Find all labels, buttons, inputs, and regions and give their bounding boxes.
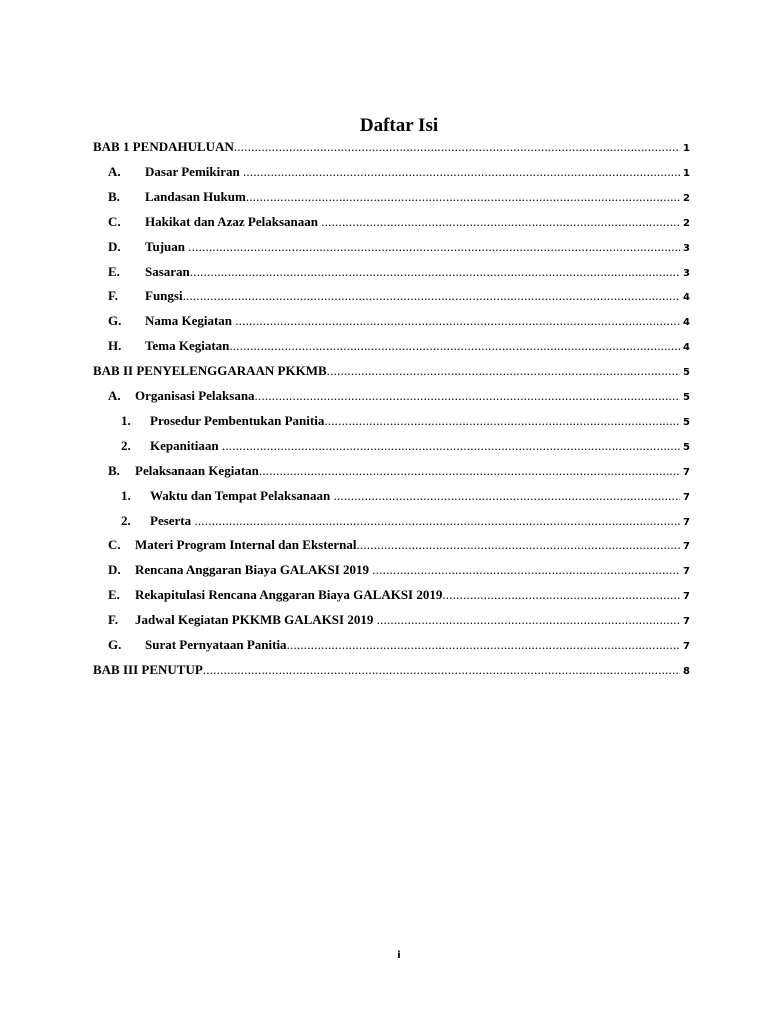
toc-page-number: 2 (683, 217, 690, 229)
toc-dot-leader (327, 362, 680, 380)
toc-dot-leader (222, 437, 680, 455)
toc-page-number: 4 (683, 292, 690, 304)
toc-entry-label: Jadwal Kegiatan PKKMB GALAKSI 2019 (135, 612, 377, 628)
toc-entry-label: Landasan Hukum (145, 188, 246, 204)
toc-dot-leader (287, 636, 680, 654)
toc-entry-marker: F. (108, 612, 118, 628)
toc-dot-leader (442, 586, 680, 604)
toc-page-number: 7 (683, 616, 690, 628)
toc-entry-marker: B. (108, 188, 120, 204)
toc-entry-label: Dasar Pemikiran (145, 163, 243, 179)
toc-entry-marker: 1. (121, 412, 131, 428)
toc-entry[interactable] (0, 362, 768, 380)
toc-entry-marker: B. (108, 462, 120, 478)
toc-entry-label: Fungsi (145, 288, 183, 304)
toc-entry[interactable] (0, 287, 768, 305)
toc-page-number: 2 (683, 192, 690, 204)
toc-entry[interactable] (0, 586, 768, 604)
toc-page-number: 7 (683, 491, 690, 503)
toc-page-number: 7 (683, 516, 690, 528)
toc-entry-marker: G. (108, 637, 122, 652)
toc-entry-label: Rekapitulasi Rencana Anggaran Biaya GALAKSI 2019 (135, 587, 443, 603)
toc-entry-marker: F. (108, 288, 118, 304)
toc-entry-marker: E. (108, 587, 120, 603)
toc-entry-label: Tema Kegiatan (145, 338, 230, 354)
toc-entry-marker: H. (108, 338, 122, 354)
toc-page-number: 5 (683, 416, 690, 428)
toc-entry-label: Nama Kegiatan (145, 313, 236, 329)
toc-dot-leader (234, 138, 680, 156)
toc-entry-marker: G. (108, 313, 122, 329)
toc-dot-leader (194, 512, 680, 530)
toc-entry[interactable] (0, 437, 768, 455)
toc-page-number: 8 (683, 665, 690, 677)
toc-dot-leader (259, 462, 680, 480)
toc-entry[interactable] (0, 337, 768, 355)
toc-entry[interactable] (0, 412, 768, 430)
toc-entry-label: Tujuan (145, 238, 189, 254)
toc-entry-label: Sasaran (145, 263, 190, 279)
toc-entry-marker: C. (108, 213, 121, 229)
toc-page-number: 7 (683, 541, 690, 553)
toc-entry-marker: E. (108, 263, 120, 279)
toc-entry[interactable] (0, 263, 768, 281)
toc-entry[interactable] (0, 561, 768, 579)
toc-entry-marker: A. (108, 163, 121, 179)
toc-dot-leader (203, 661, 680, 679)
toc-dot-leader (183, 287, 680, 305)
toc-entry-label: Pelaksanaan Kegiatan (135, 462, 259, 478)
toc-dot-leader (188, 238, 680, 256)
toc-dot-leader (372, 561, 680, 579)
toc-entry[interactable] (0, 512, 768, 530)
toc-page-number: 3 (683, 267, 690, 279)
toc-dot-leader (229, 337, 680, 355)
toc-entry[interactable] (0, 661, 768, 679)
toc-entry[interactable] (0, 462, 768, 480)
toc-entry[interactable] (0, 163, 768, 181)
toc-entry[interactable] (0, 312, 768, 330)
toc-entry[interactable] (0, 238, 768, 256)
toc-page-number: 1 (683, 167, 690, 179)
toc-entry-label: Organisasi Pelaksana (135, 388, 255, 403)
toc-dot-leader (190, 263, 680, 281)
toc-entry[interactable] (0, 611, 768, 629)
toc-dot-leader (246, 188, 680, 206)
toc-dot-leader (356, 536, 680, 554)
page-number-footer: i (397, 950, 401, 961)
toc-entry[interactable] (0, 213, 768, 231)
toc-entry[interactable] (0, 536, 768, 554)
toc-entry-label: Materi Program Internal dan Eksternal (135, 537, 357, 553)
toc-entry-marker: C. (108, 537, 121, 553)
toc-dot-leader (334, 487, 680, 505)
toc-entry-label: Waktu dan Tempat Pelaksanaan (150, 487, 334, 503)
toc-dot-leader (235, 312, 680, 330)
toc-dot-leader (243, 163, 680, 181)
toc-entry-marker: 2. (121, 437, 131, 453)
toc-entry-marker: A. (108, 388, 121, 403)
toc-entry[interactable] (0, 387, 768, 405)
toc-page-number: 7 (683, 591, 690, 603)
toc-dot-leader (321, 213, 680, 231)
toc-entry-label: BAB 1 PENDAHULUAN (93, 139, 234, 154)
toc-page-number: 7 (683, 566, 690, 578)
toc-entry[interactable] (0, 636, 768, 654)
toc-page-number: 1 (683, 143, 690, 154)
toc-entry[interactable] (0, 188, 768, 206)
toc-entry-label: Hakikat dan Azaz Pelaksanaan (145, 213, 322, 229)
toc-page-number: 7 (683, 641, 690, 652)
toc-dot-leader (377, 611, 680, 629)
toc-dot-leader (324, 412, 680, 430)
toc-entry-label: BAB II PENYELENGGARAAN PKKMB (93, 363, 327, 379)
toc-page-number: 3 (683, 242, 690, 254)
toc-entry-marker: D. (108, 562, 121, 578)
page-title: Daftar Isi (359, 115, 439, 136)
toc-dot-leader (255, 387, 680, 405)
toc-entry-marker: 2. (121, 512, 131, 528)
toc-entry[interactable] (0, 138, 768, 156)
toc-entry-label: Prosedur Pembentukan Panitia (150, 412, 325, 428)
toc-page-number: 5 (683, 441, 690, 453)
toc-entry-label: Rencana Anggaran Biaya GALAKSI 2019 (135, 562, 373, 578)
toc-entry[interactable] (0, 487, 768, 505)
toc-page-number: 7 (683, 466, 690, 478)
toc-entry-label: Surat Pernyataan Panitia (145, 637, 287, 652)
toc-entry-label: Kepanitiaan (150, 437, 222, 453)
toc-entry-marker: D. (108, 238, 121, 254)
toc-entry-label: BAB III PENUTUP (93, 661, 203, 677)
toc-page-number: 5 (683, 367, 690, 379)
toc-page-number: 4 (683, 317, 690, 329)
toc-page-number: 4 (683, 342, 690, 354)
toc-page-number: 5 (683, 392, 690, 403)
toc-entry-marker: 1. (121, 487, 131, 503)
toc-entry-label: Peserta (150, 512, 195, 528)
